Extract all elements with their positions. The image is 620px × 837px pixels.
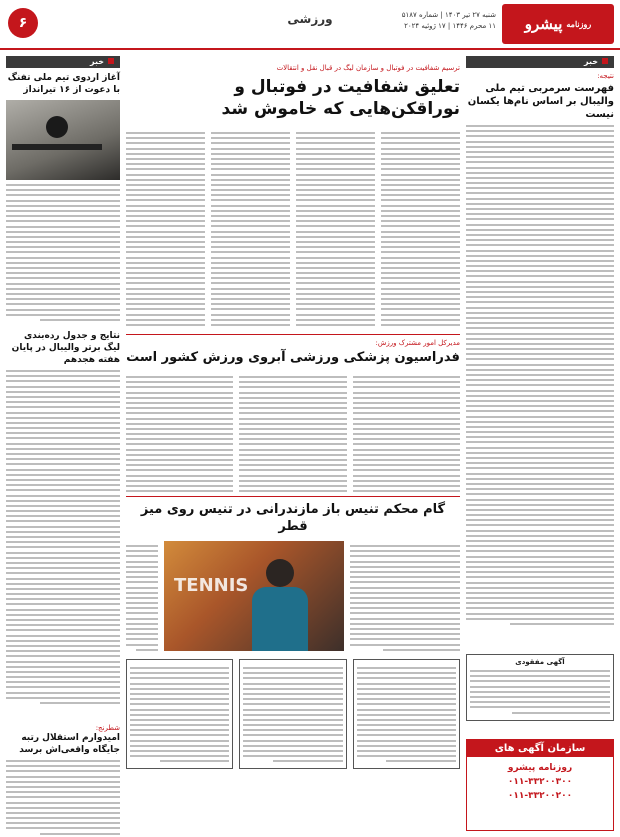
right-kicker: نتیجه: [597, 72, 614, 80]
left-headline-2[interactable]: نتایج و جدول رده‌بندی لیگ برتر والیبال در پایان هفته هجدهم [11, 331, 120, 365]
lost-notice-ad[interactable] [466, 654, 614, 721]
second-story-col-2 [239, 376, 346, 492]
notice-2-text [243, 667, 342, 762]
newspaper-logo[interactable] [502, 4, 614, 44]
notice-2[interactable] [239, 659, 346, 769]
left-news-bar [6, 56, 120, 68]
ads-box-title: سازمان آگهی های [467, 740, 613, 757]
left-body-2 [6, 370, 120, 720]
main-story-col-1 [381, 132, 460, 328]
ads-box[interactable] [466, 739, 614, 831]
notice-3-text [130, 667, 229, 762]
main-kicker: ترسیم شفافیت در فوتبال و سازمان لیگ در قبال نقل و انتقالات [276, 64, 460, 72]
main-headline[interactable]: تعلیق شفافیت در فوتبال و نوراقکن‌هایی که خاموش شد [221, 77, 460, 119]
notice-3[interactable] [126, 659, 233, 769]
notice-1[interactable] [353, 659, 460, 769]
shooter-figure-icon [46, 116, 68, 138]
second-story-col-1 [353, 376, 460, 492]
right-column [466, 56, 614, 831]
notice-1-text [357, 667, 456, 762]
bullet-icon [602, 58, 608, 64]
rifle-icon [12, 144, 102, 150]
lost-notice-title: آگهی مفقودی [515, 658, 565, 666]
third-headline[interactable]: گام محکم تنیس باز مازندرانی در تنیس روی میز قطر [140, 502, 446, 534]
photo-banner-text: TENNIS [174, 575, 249, 596]
masthead [0, 0, 620, 50]
section-title: ورزشی [287, 12, 333, 26]
second-headline[interactable]: فدراسیون پزشکی ورزشی آبروی ورزش کشور است [126, 350, 460, 365]
main-story-columns [126, 128, 460, 328]
ads-box-body [467, 757, 613, 803]
issue-line-2: ۱۱ محرم ۱۴۴۶ | ۱۷ ژوئیه ۲۰۲۴ [404, 22, 496, 30]
left-kicker-3: شطرنج: [95, 724, 120, 732]
left-headline-3[interactable]: امیدوارم استقلال رتبه جایگاه واقعی‌اش برسد [19, 733, 120, 755]
left-news-bar-label: خبر [89, 57, 104, 66]
news-bar-label: خبر [583, 57, 598, 66]
ads-box-subtitle: روزنامه پیشرو [507, 763, 573, 773]
player-body-icon [252, 587, 308, 651]
shooter-photo[interactable] [6, 100, 120, 180]
logo-text: پیشرو [524, 15, 563, 33]
bullet-icon [108, 58, 114, 64]
left-headline-1[interactable]: آغاز اردوی تیم ملی تفنگ با دعوت از ۱۶ تیرانداز [7, 73, 120, 95]
left-body-1 [6, 184, 120, 324]
ads-phone-2[interactable]: ۰۱۱-۳۳۲۰۰۲۰۰ [507, 791, 573, 801]
second-kicker: مدیرکل امور مشترک ورزش: [375, 339, 460, 347]
lost-notice-text [470, 670, 610, 714]
table-tennis-photo[interactable] [164, 541, 344, 651]
player-figure-icon [266, 559, 294, 587]
notices-area [126, 659, 460, 769]
page-number: ۶ [8, 8, 38, 38]
second-story-col-3 [126, 376, 233, 492]
issue-line-1: شنبه ۲۷ تیر ۱۴۰۳ | شماره ۵۱۸۷ [401, 11, 496, 19]
third-story [126, 541, 460, 651]
main-story-col-3 [211, 132, 290, 328]
left-body-3 [6, 760, 120, 837]
right-body-text [466, 125, 614, 630]
ads-phone-1[interactable]: ۰۱۱-۳۳۲۰۰۳۰۰ [507, 777, 573, 787]
main-story-col-4 [126, 132, 205, 328]
news-bar [466, 56, 614, 68]
main-story-col-2 [296, 132, 375, 328]
left-column [6, 56, 120, 831]
logo-prefix: روزنامه [566, 19, 592, 29]
main-stories [126, 56, 460, 831]
third-story-text-2 [126, 545, 158, 651]
second-story-columns [126, 372, 460, 492]
third-story-text [350, 545, 460, 651]
right-headline[interactable]: فهرست سرمربی تیم ملی والیبال بر اساس نام‌ها یکسان نیست [467, 83, 614, 120]
